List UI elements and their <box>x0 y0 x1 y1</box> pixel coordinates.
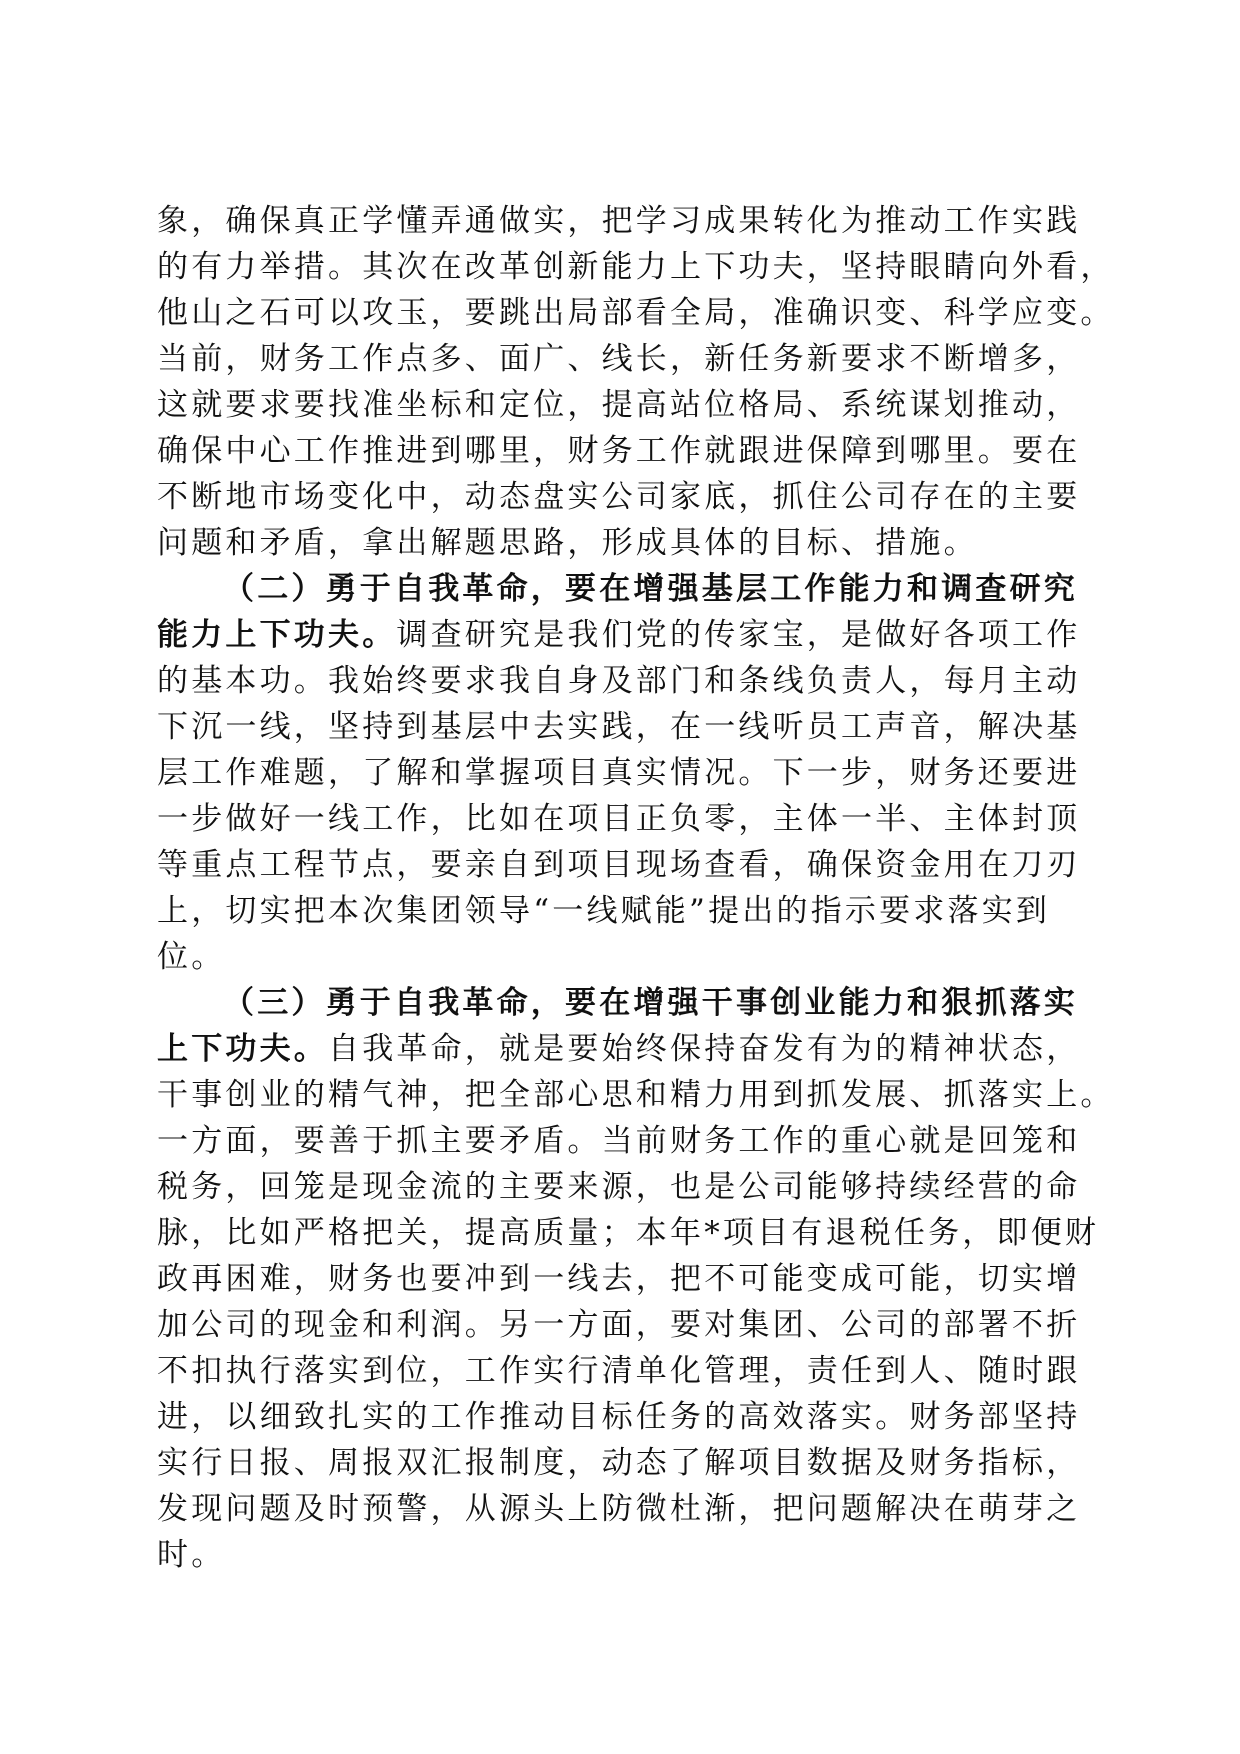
text-line: 象，确保真正学懂弄通做实，把学习成果转化为推动工作实践 <box>157 203 1081 239</box>
text-line: 上，切实把本次集团领导“一线赋能”提出的指示要求落实到 <box>157 893 1051 929</box>
text-line: 层工作难题，了解和掌握项目真实情况。下一步，财务还要进 <box>157 755 1081 791</box>
text-line: 等重点工程节点，要亲自到项目现场查看，确保资金用在刀刃 <box>157 847 1081 883</box>
text-line: 这就要求要找准坐标和定位，提高站位格局、系统谋划推动， <box>157 387 1081 423</box>
text-line: 实行日报、周报双汇报制度，动态了解项目数据及财务指标， <box>157 1445 1081 1481</box>
section-2-heading: （二）勇于自我革命，要在增强基层工作能力和调查研究 <box>223 571 1078 607</box>
text-line: 加公司的现金和利润。另一方面，要对集团、公司的部署不折 <box>157 1307 1081 1343</box>
text-line: 一步做好一线工作，比如在项目正负零，主体一半、主体封顶 <box>157 801 1081 837</box>
text-line: 确保中心工作推进到哪里，财务工作就跟进保障到哪里。要在 <box>157 433 1081 469</box>
text-line: 时。 <box>157 1537 226 1573</box>
section-3-heading-line-2 <box>157 1026 1081 1072</box>
text-line: 进，以细致扎实的工作推动目标任务的高效落实。财务部坚持 <box>157 1399 1081 1435</box>
text-line: 税务，回笼是现金流的主要来源，也是公司能够持续经营的命 <box>157 1169 1081 1205</box>
document-body <box>157 198 1115 1578</box>
text-line: 一方面，要善于抓主要矛盾。当前财务工作的重心就是回笼和 <box>157 1123 1081 1159</box>
text-line: 不断地市场变化中，动态盘实公司家底，抓住公司存在的主要 <box>157 479 1081 515</box>
text-line: 不扣执行落实到位，工作实行清单化管理，责任到人、随时跟 <box>157 1353 1081 1389</box>
text-line: 当前，财务工作点多、面广、线长，新任务新要求不断增多， <box>157 341 1081 377</box>
text-line: 他山之石可以攻玉，要跳出局部看全局，准确识变、科学应变。 <box>157 295 1115 331</box>
text-line: 脉，比如严格把关，提高质量；本年*项目有退税任务，即便财 <box>157 1215 1100 1251</box>
text-line: 下沉一线，坚持到基层中去实践，在一线听员工声音，解决基 <box>157 709 1081 745</box>
text-line: 的有力举措。其次在改革创新能力上下功夫，坚持眼睛向外看， <box>157 249 1115 285</box>
text-line: 政再困难，财务也要冲到一线去，把不可能变成可能，切实增 <box>157 1261 1081 1297</box>
text-line: 问题和矛盾，拿出解题思路，形成具体的目标、措施。 <box>157 525 978 561</box>
section-2-text: 调查研究是我们党的传家宝，是做好各项工作 <box>396 617 1081 653</box>
text-line: 发现问题及时预警，从源头上防微杜渐，把问题解决在萌芽之 <box>157 1491 1081 1527</box>
text-line: 的基本功。我始终要求我自身及部门和条线负责人，每月主动 <box>157 663 1081 699</box>
section-3-text: 自我革命，就是要始终保持奋发有为的精神状态， <box>328 1031 1081 1067</box>
section-2-heading-end: 能力上下功夫。 <box>157 617 397 653</box>
text-line: 位。 <box>157 939 226 975</box>
section-3-heading: （三）勇于自我革命，要在增强干事创业能力和狠抓落实 <box>223 985 1078 1021</box>
section-3-heading-end: 上下功夫。 <box>157 1031 328 1067</box>
section-2-heading-line-2 <box>157 612 1081 658</box>
text-line: 干事创业的精气神，把全部心思和精力用到抓发展、抓落实上。 <box>157 1077 1115 1113</box>
